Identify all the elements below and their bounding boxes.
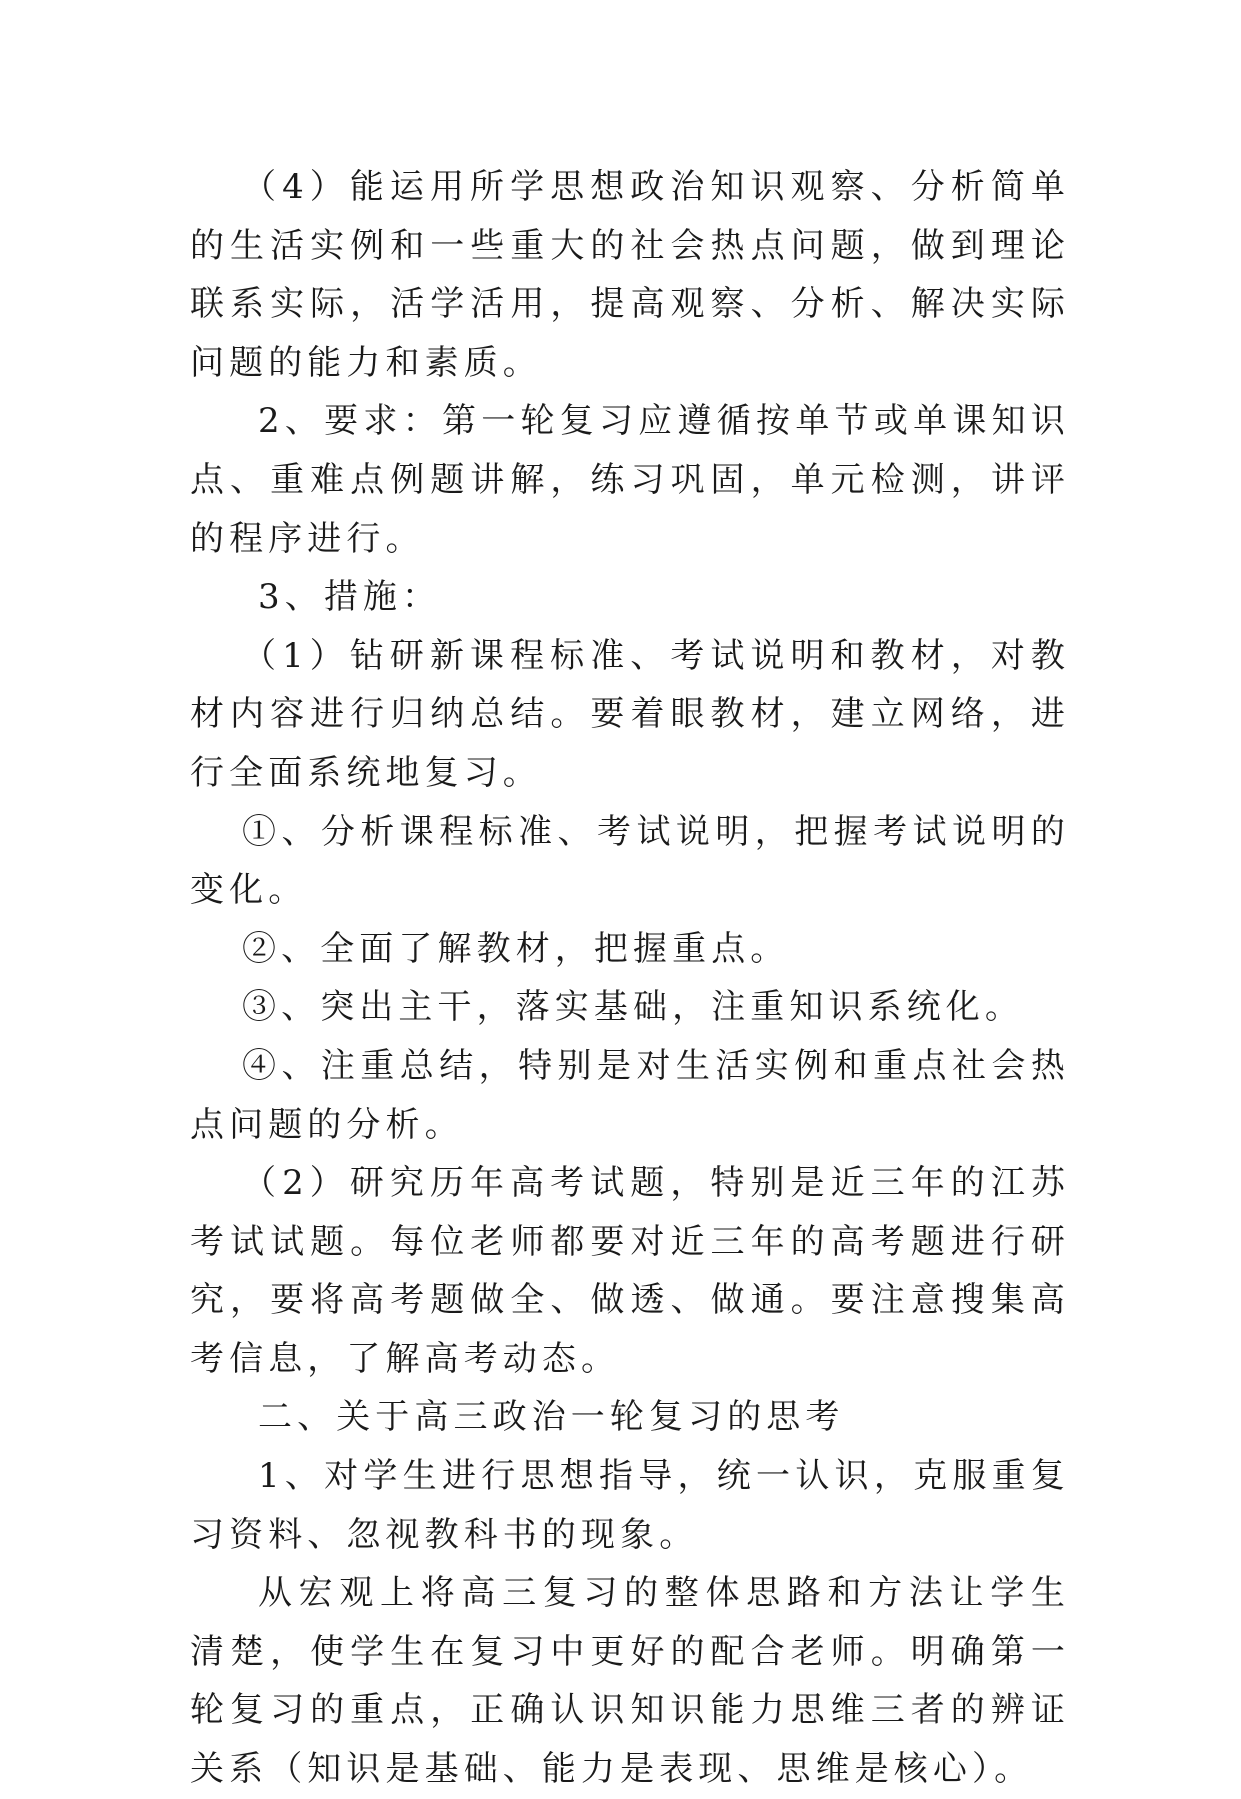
paragraph-reflection-1-detail: 从宏观上将高三复习的整体思路和方法让学生清楚，使学生在复习中更好的配合老师。明确第一轮复习的重点，正确认识知识能力思维三者的辨证关系（知识是基础、能力是表现、思维是核心）。: [190, 1573, 1070, 1790]
paragraph-measure-1-item-4: ④、注重总结，特别是对生活实例和重点社会热点问题的分析。: [190, 1045, 1070, 1145]
paragraph-measures-heading: 3、措施：: [258, 577, 442, 618]
paragraph-measure-2: （2）研究历年高考试题，特别是近三年的江苏考试试题。每位老师都要对近三年的高考题进行研究，要将高考题做全、做透、做通。要注意搜集高考信息，了解高考动态。: [190, 1163, 1070, 1379]
section-heading-reflection: 二、关于高三政治一轮复习的思考: [258, 1397, 845, 1438]
paragraph-measure-1: （1）钻研新课程标准、考试说明和教材，对教材内容进行归纳总结。要着眼教材，建立网络，进行全面系统地复习。: [190, 635, 1070, 793]
paragraph-reflection-1: 1、对学生进行思想指导，统一认识，克服重复习资料、忽视教科书的现象。: [190, 1456, 1070, 1555]
paragraph-measure-1-item-3: ③、突出主干，落实基础，注重知识系统化。: [242, 987, 1024, 1028]
document-body: [190, 158, 1070, 1799]
paragraph-objective-4: （4）能运用所学思想政治知识观察、分析简单的生活实例和一些重大的社会热点问题，做到理论联系实际，活学活用，提高观察、分析、解决实际问题的能力和素质。: [190, 167, 1070, 383]
paragraph-measure-1-item-2: ②、全面了解教材，把握重点。: [242, 928, 790, 969]
paragraph-requirements: 2、要求：第一轮复习应遵循按单节或单课知识点、重难点例题讲解，练习巩固，单元检测，讲评的程序进行。: [190, 401, 1070, 559]
paragraph-measure-1-item-1: ①、分析课程标准、考试说明，把握考试说明的变化。: [190, 811, 1070, 911]
